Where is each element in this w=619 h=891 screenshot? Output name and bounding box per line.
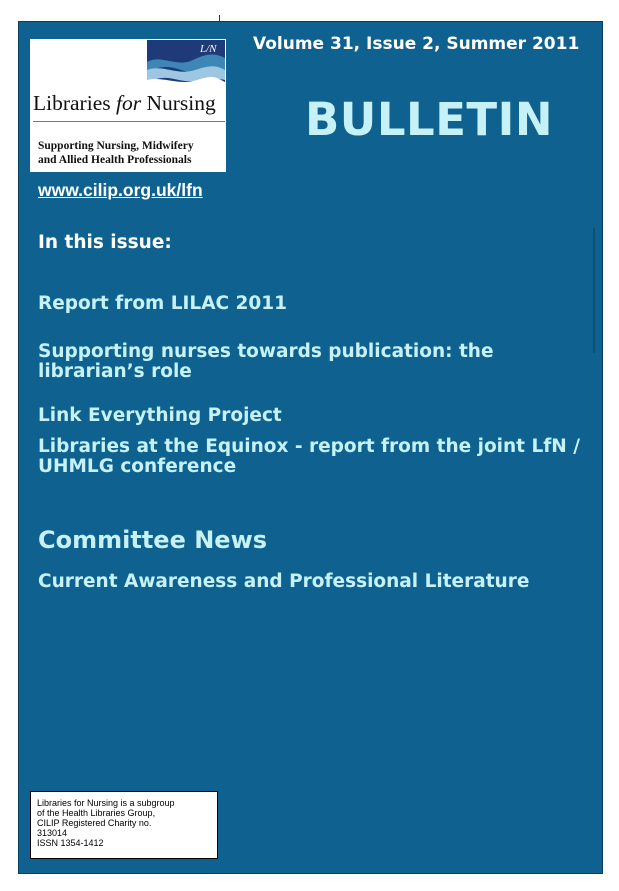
logo-divider: [33, 121, 225, 122]
wordmark-italic: for: [115, 91, 142, 115]
tagline-line-1: Supporting Nursing, Midwifery: [38, 140, 194, 152]
footer-line: Libraries for Nursing is a subgroup: [37, 798, 175, 808]
contents-item-committee-news: Committee News: [38, 526, 268, 554]
footer-line: 313014: [37, 828, 68, 838]
wave-logo-icon: [147, 40, 225, 92]
logo-wordmark: [33, 91, 216, 116]
contents-heading: In this issue:: [38, 232, 172, 253]
margin-rule: [593, 228, 595, 353]
contents-item: Current Awareness and Professional Literature: [38, 571, 530, 592]
contents-item: Report from LILAC 2011: [38, 293, 288, 314]
footer-line: ISSN 1354-1412: [37, 838, 104, 848]
lfn-logo: [30, 39, 226, 172]
tagline-line-2: and Allied Health Professionals: [38, 154, 192, 166]
contents-item: Libraries at the Equinox - report from the joint LfN / UHMLG conference: [38, 436, 580, 477]
footer-line: CILIP Registered Charity no.: [37, 818, 152, 828]
wordmark-prefix: Libraries: [33, 91, 116, 115]
wordmark-suffix: Nursing: [141, 91, 216, 115]
footer-line: of the Health Libraries Group,: [37, 808, 156, 818]
website-link[interactable]: www.cilip.org.uk/lfn: [38, 180, 203, 200]
contents-item: Link Everything Project: [38, 405, 282, 426]
issue-info: Volume 31, Issue 2, Summer 2011: [253, 34, 580, 54]
contents-item: Supporting nurses towards publication: the librarian’s role: [38, 341, 494, 382]
charity-info-box: [30, 791, 218, 859]
logo-tagline: [38, 139, 228, 167]
page-title: BULLETIN: [305, 93, 554, 146]
logo-badge: L/N: [200, 43, 217, 55]
